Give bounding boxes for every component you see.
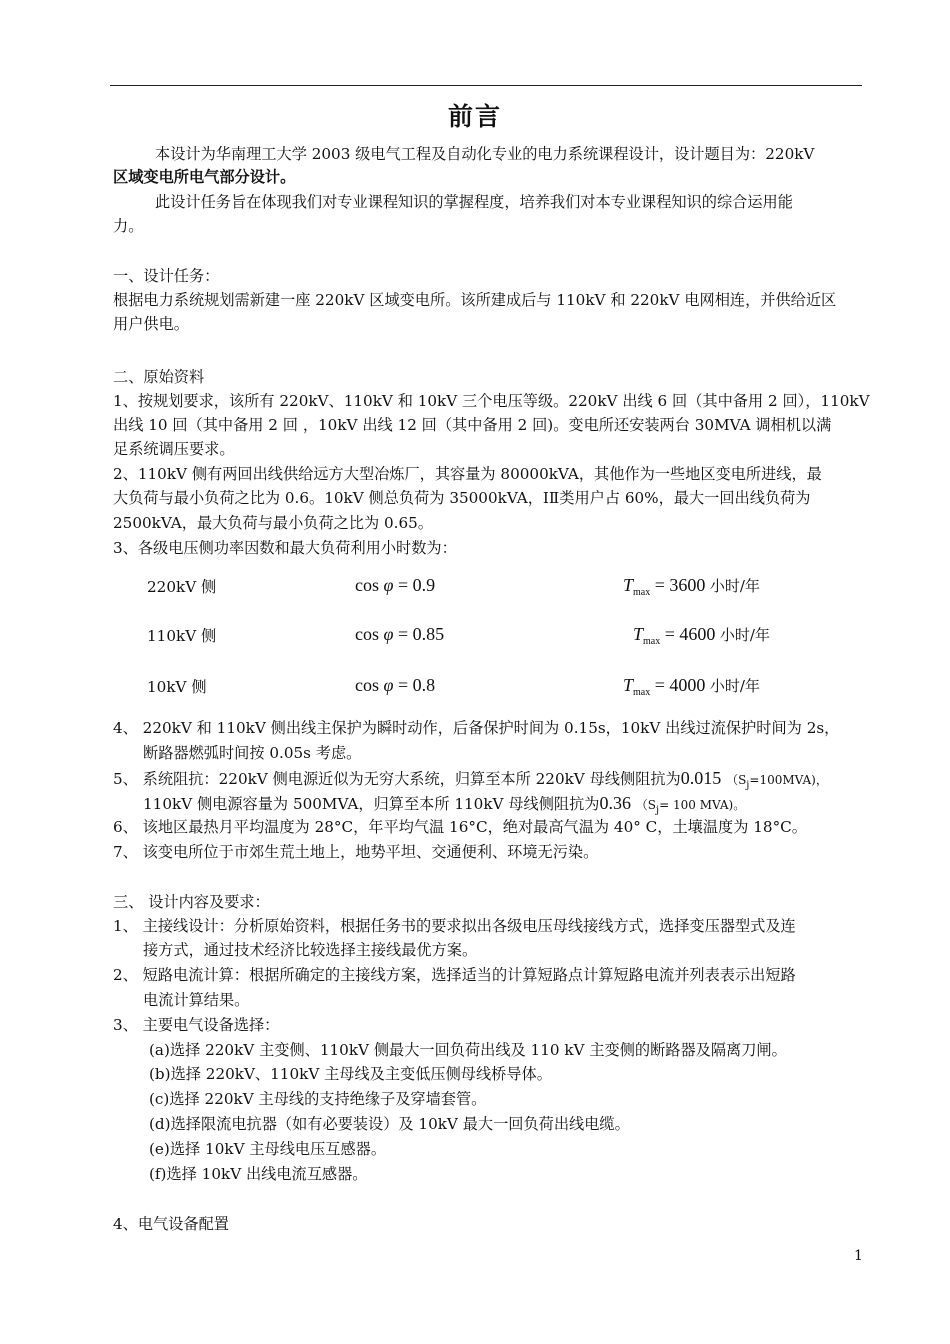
max-subscript: max (633, 687, 651, 698)
impedance-value-110: 0.36 (599, 793, 631, 813)
section2-item2-line3: 2500kVA，最大负荷与最小负荷之比为 0.65。 (113, 514, 434, 532)
preface-p1-line2: 区域变电所电气部分设计。 (113, 168, 296, 186)
cos-value: = 0.85 (397, 624, 445, 644)
section1-line2: 用户供电。 (113, 315, 189, 333)
impedance-value-220: 0.015 (680, 768, 722, 788)
item5-text: 110kV 侧电源容量为 500MVA，归算至本所 110kV 母线侧阻抗为 (143, 795, 600, 813)
preface-p2-line1: 此设计任务旨在体现我们对专业课程知识的掌握程度，培养我们对本专业课程知识的综合运用能 (155, 193, 793, 211)
section1-line1: 根据电力系统规划需新建一座 220kV 区域变电所。该所建成后与 110kV 和 220kV 电网相连，并供给近区 (113, 291, 837, 309)
cos-label: cos (355, 575, 379, 595)
section3-item1-line1: 1、 主接线设计：分析原始资料，根据任务书的要求拟出各级电压母线接线方式，选择变压器型式及连 (113, 917, 796, 935)
section3-item2-line1: 2、 短路电流计算：根据所确定的主接线方案，选择适当的计算短路点计算短路电流并列表表示出短路 (113, 966, 796, 984)
item5-sub: j (656, 805, 660, 816)
section2-item7: 7、 该变电所位于市郊生荒土地上，地势平坦、交通便利、环境无污染。 (113, 843, 599, 861)
section3-sub-d: (d)选择限流电抗器（如有必要装设）及 10kV 最大一回负荷出线电缆。 (149, 1115, 630, 1133)
section3-sub-c: (c)选择 220kV 主母线的支持绝缘子及穿墙套管。 (149, 1090, 487, 1108)
section2-item3: 3、各级电压侧功率因数和最大负荷利用小时数为： (113, 539, 457, 557)
section2-heading: 二、原始资料 (113, 368, 205, 386)
table-row-cos (355, 624, 444, 645)
phi-symbol: φ (383, 675, 394, 695)
section1-heading: 一、设计任务： (113, 267, 220, 285)
preface-p1-line1: 本设计为华南理工大学 2003 级电气工程及自动化专业的电力系统课程设计，设计题目为：220kV (155, 145, 815, 163)
section3-sub-f: (f)选择 10kV 出线电流互感器。 (149, 1165, 368, 1183)
tmax-unit: 小时/年 (709, 677, 760, 695)
section3-sub-e: (e)选择 10kV 主母线电压互感器。 (149, 1140, 387, 1158)
tmax-unit: 小时/年 (719, 626, 770, 644)
max-subscript: max (643, 636, 661, 647)
table-row-side: 220kV 侧 (147, 578, 217, 596)
table-row-side: 110kV 侧 (147, 627, 217, 645)
tmax-unit: 小时/年 (709, 577, 760, 595)
phi-symbol: φ (383, 575, 394, 595)
max-subscript: max (633, 587, 651, 598)
header-rule (110, 85, 862, 86)
item5-paren: （S (726, 773, 747, 787)
preface-paragraph-1 (155, 143, 814, 165)
section3-item3: 3、 主要电气设备选择： (113, 1016, 280, 1034)
section2-item2-line1: 2、110kV 侧有两回出线供给远方大型冶炼厂，其容量为 80000kVA，其他作为一些地区变电所进线，最 (113, 465, 822, 483)
table-row-cos (355, 675, 435, 696)
table-row-side: 10kV 侧 (147, 678, 207, 696)
section2-item4-line2: 断路器燃弧时间按 0.05s 考虑。 (143, 744, 362, 762)
table-row-cos (355, 575, 435, 596)
preface-p2-line2: 力。 (113, 217, 144, 235)
cos-label: cos (355, 675, 379, 695)
t-symbol: T (623, 575, 634, 595)
section2-item1-line2: 出线 10 回（其中备用 2 回 ，10kV 出线 12 回（其中备用 2 回)。变电所还安装两台 30MVA 调相机以满 (113, 416, 832, 434)
section2-item2-line2: 大负荷与最小负荷之比为 0.6。10kV 侧总负荷为 35000kVA，ⅠⅡ类用户占 60%，最大一回出线负荷为 (113, 489, 811, 507)
item5-paren-end: = 100 MVA)。 (659, 798, 746, 812)
t-symbol: T (633, 624, 644, 644)
section3-sub-a: (a)选择 220kV 主变侧、110kV 侧最大一回负荷出线及 110 kV 主变侧的断路器及隔离刀闸。 (149, 1041, 787, 1059)
tmax-value: = 4600 (664, 624, 716, 644)
page-title: 前言 (447, 102, 502, 131)
table-row-tmax (633, 624, 770, 647)
tmax-value: = 3600 (654, 575, 706, 595)
section3-heading: 三、 设计内容及要求： (113, 893, 270, 911)
tmax-value: = 4000 (654, 675, 706, 695)
cos-value: = 0.8 (397, 675, 436, 695)
cos-label: cos (355, 624, 379, 644)
item5-sub: j (746, 780, 750, 791)
section3-item4: 4、电气设备配置 (113, 1215, 229, 1233)
item5-paren-end: =100MVA)， (749, 773, 828, 787)
section3-sub-b: (b)选择 220kV、110kV 主母线及主变低压侧母线桥导体。 (149, 1065, 552, 1083)
table-row-tmax (623, 575, 760, 598)
t-symbol: T (623, 675, 634, 695)
section2-item1-line1: 1、按规划要求，该所有 220kV、110kV 和 10kV 三个电压等级。220kV 出线 6 回（其中备用 2 回），110kV (113, 392, 870, 410)
item5-paren: （S (635, 798, 657, 812)
table-row-tmax (623, 675, 760, 698)
page-number: 1 (854, 1248, 863, 1264)
section3-item1-line2: 接方式，通过技术经济比较选择主接线最优方案。 (143, 941, 478, 959)
section2-item6: 6、 该地区最热月平均温度为 28°C，年平均气温 16°C，绝对最高气温为 40° C，土壤温度为 18°C。 (113, 818, 807, 836)
section3-item2-line2: 电流计算结果。 (143, 991, 250, 1009)
item5-text: 5、 系统阻抗：220kV 侧电源近似为无穷大系统，归算至本所 220kV 母线侧阻抗为 (113, 770, 681, 788)
cos-value: = 0.9 (397, 575, 436, 595)
phi-symbol: φ (383, 624, 394, 644)
section2-item4-line1: 4、 220kV 和 110kV 侧出线主保护为瞬时动作，后备保护时间为 0.15s，10kV 出线过流保护时间为 2s， (113, 719, 840, 737)
section2-item1-line3: 足系统调压要求。 (113, 440, 235, 458)
